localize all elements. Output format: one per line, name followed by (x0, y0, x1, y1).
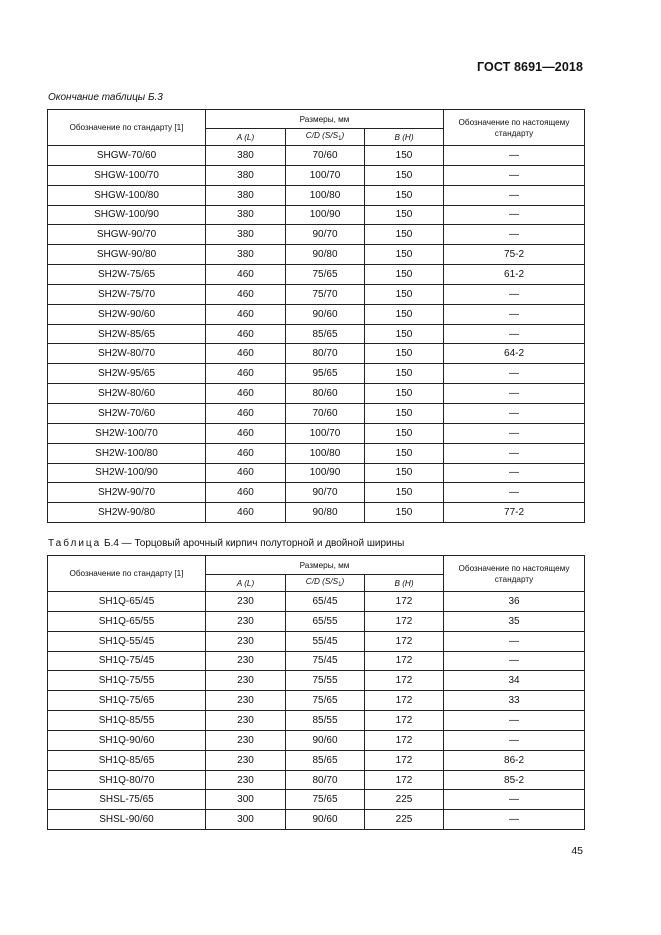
header-a: A (L) (206, 575, 286, 592)
c-d-cell: 80/70 (286, 344, 365, 364)
designation-std-cell: SHGW-100/80 (48, 185, 206, 205)
a-cell: 460 (206, 364, 286, 384)
designation-std-cell: SHGW-100/90 (48, 205, 206, 225)
designation-std-cell: SH2W-100/70 (48, 423, 206, 443)
table-row (48, 750, 585, 770)
designation-current-cell: — (444, 284, 585, 304)
designation-current-cell: — (444, 483, 585, 503)
c-d-cell: 95/65 (286, 364, 365, 384)
designation-std-cell: SH1Q-85/55 (48, 711, 206, 731)
table-row (48, 304, 585, 324)
a-cell: 230 (206, 750, 286, 770)
c-d-cell: 65/45 (286, 592, 365, 612)
designation-current-cell: — (444, 146, 585, 166)
c-d-cell: 100/70 (286, 423, 365, 443)
designation-current-cell: — (444, 225, 585, 245)
c-d-cell: 75/70 (286, 284, 365, 304)
b-cell: 150 (365, 324, 444, 344)
designation-std-cell: SHGW-90/70 (48, 225, 206, 245)
designation-std-cell: SH1Q-65/55 (48, 611, 206, 631)
a-cell: 380 (206, 165, 286, 185)
designation-current-cell: 75-2 (444, 245, 585, 265)
table-row (48, 245, 585, 265)
b-cell: 172 (365, 592, 444, 612)
c-d-cell: 100/90 (286, 205, 365, 225)
c-d-cell: 100/80 (286, 185, 365, 205)
b-cell: 172 (365, 611, 444, 631)
designation-current-cell: 86-2 (444, 750, 585, 770)
b-cell: 150 (365, 443, 444, 463)
b-cell: 150 (365, 344, 444, 364)
table-row (48, 324, 585, 344)
designation-current-cell: — (444, 364, 585, 384)
a-cell: 380 (206, 146, 286, 166)
b-cell: 172 (365, 711, 444, 731)
b-cell: 150 (365, 146, 444, 166)
a-cell: 230 (206, 671, 286, 691)
c-d-cell: 90/70 (286, 225, 365, 245)
a-cell: 460 (206, 384, 286, 404)
a-cell: 460 (206, 443, 286, 463)
designation-std-cell: SH1Q-75/55 (48, 671, 206, 691)
designation-current-cell: — (444, 423, 585, 443)
table-b4 (47, 555, 585, 830)
header-dimensions: Размеры, мм (206, 556, 444, 575)
designation-current-cell: 64-2 (444, 344, 585, 364)
designation-std-cell: SH2W-75/65 (48, 265, 206, 285)
table-b3-body (48, 146, 585, 523)
c-d-cell: 80/60 (286, 384, 365, 404)
table-row (48, 146, 585, 166)
designation-current-cell: — (444, 304, 585, 324)
c-d-cell: 55/45 (286, 631, 365, 651)
b-cell: 172 (365, 691, 444, 711)
table-row (48, 185, 585, 205)
designation-current-cell: — (444, 185, 585, 205)
b-cell: 150 (365, 463, 444, 483)
document-id: ГОСТ 8691—2018 (477, 60, 583, 74)
designation-std-cell: SHGW-90/80 (48, 245, 206, 265)
table-row (48, 403, 585, 423)
b-cell: 150 (365, 265, 444, 285)
a-cell: 230 (206, 631, 286, 651)
c-d-cell: 85/65 (286, 750, 365, 770)
a-cell: 300 (206, 790, 286, 810)
designation-std-cell: SH1Q-75/65 (48, 691, 206, 711)
c-d-cell: 90/60 (286, 304, 365, 324)
c-d-cell: 75/65 (286, 790, 365, 810)
designation-current-cell: — (444, 205, 585, 225)
designation-std-cell: SHSL-75/65 (48, 790, 206, 810)
table-row (48, 691, 585, 711)
header-dimensions: Размеры, мм (206, 110, 444, 129)
b-cell: 172 (365, 671, 444, 691)
designation-current-cell: — (444, 810, 585, 830)
designation-std-cell: SH1Q-90/60 (48, 730, 206, 750)
designation-current-cell: 33 (444, 691, 585, 711)
c-d-cell: 90/70 (286, 483, 365, 503)
b-cell: 150 (365, 185, 444, 205)
page-number: 45 (571, 845, 583, 857)
c-d-cell: 90/60 (286, 730, 365, 750)
c-d-cell: 70/60 (286, 146, 365, 166)
a-cell: 230 (206, 730, 286, 750)
a-cell: 460 (206, 265, 286, 285)
designation-std-cell: SH2W-80/60 (48, 384, 206, 404)
a-cell: 460 (206, 403, 286, 423)
designation-std-cell: SHGW-100/70 (48, 165, 206, 185)
b-cell: 172 (365, 730, 444, 750)
a-cell: 460 (206, 284, 286, 304)
designation-current-cell: — (444, 711, 585, 731)
designation-std-cell: SH1Q-65/45 (48, 592, 206, 612)
a-cell: 380 (206, 225, 286, 245)
table-row (48, 810, 585, 830)
a-cell: 460 (206, 423, 286, 443)
table-row (48, 225, 585, 245)
table-row (48, 463, 585, 483)
a-cell: 460 (206, 483, 286, 503)
b-cell: 172 (365, 770, 444, 790)
table-row (48, 344, 585, 364)
a-cell: 230 (206, 770, 286, 790)
a-cell: 230 (206, 611, 286, 631)
designation-std-cell: SHSL-90/60 (48, 810, 206, 830)
table-row (48, 364, 585, 384)
table-b4-caption-text: Б.4 — Торцовый арочный кирпич полуторной и двойной ширины (104, 538, 405, 549)
table-row (48, 711, 585, 731)
designation-std-cell: SH2W-80/70 (48, 344, 206, 364)
table-b3-caption: Окончание таблицы Б.3 (48, 92, 163, 103)
c-d-cell: 90/80 (286, 503, 365, 523)
a-cell: 460 (206, 463, 286, 483)
designation-std-cell: SH2W-90/80 (48, 503, 206, 523)
designation-current-cell: — (444, 384, 585, 404)
table-row (48, 423, 585, 443)
b-cell: 150 (365, 245, 444, 265)
designation-current-cell: — (444, 651, 585, 671)
table-row (48, 651, 585, 671)
b-cell: 150 (365, 423, 444, 443)
c-d-cell: 85/55 (286, 711, 365, 731)
designation-current-cell: — (444, 463, 585, 483)
designation-std-cell: SH1Q-85/65 (48, 750, 206, 770)
table-row (48, 165, 585, 185)
c-d-cell: 90/80 (286, 245, 365, 265)
table-row (48, 265, 585, 285)
table-row (48, 592, 585, 612)
designation-current-cell: 85-2 (444, 770, 585, 790)
designation-std-cell: SH2W-75/70 (48, 284, 206, 304)
b-cell: 225 (365, 790, 444, 810)
c-d-cell: 70/60 (286, 403, 365, 423)
b-cell: 172 (365, 750, 444, 770)
designation-std-cell: SH2W-100/80 (48, 443, 206, 463)
header-designation-current: Обозначение по настоящему стандарту (444, 556, 585, 592)
header-b: B (H) (365, 129, 444, 146)
c-d-cell: 75/45 (286, 651, 365, 671)
c-d-cell: 100/90 (286, 463, 365, 483)
a-cell: 300 (206, 810, 286, 830)
b-cell: 225 (365, 810, 444, 830)
table-row (48, 671, 585, 691)
table-row (48, 284, 585, 304)
designation-std-cell: SH2W-95/65 (48, 364, 206, 384)
b-cell: 150 (365, 304, 444, 324)
b-cell: 172 (365, 631, 444, 651)
header-designation-current: Обозначение по настоящему стандарту (444, 110, 585, 146)
c-d-cell: 75/65 (286, 691, 365, 711)
b-cell: 172 (365, 651, 444, 671)
designation-std-cell: SH2W-90/60 (48, 304, 206, 324)
table-row (48, 611, 585, 631)
c-d-cell: 75/55 (286, 671, 365, 691)
designation-std-cell: SHGW-70/60 (48, 146, 206, 166)
designation-current-cell: — (444, 730, 585, 750)
header-c-d: C/D $(S/S_1)$ (286, 575, 365, 592)
b-cell: 150 (365, 483, 444, 503)
designation-std-cell: SH1Q-75/45 (48, 651, 206, 671)
table-row (48, 384, 585, 404)
table-row (48, 483, 585, 503)
designation-current-cell: 35 (444, 611, 585, 631)
a-cell: 380 (206, 185, 286, 205)
table-row (48, 631, 585, 651)
b-cell: 150 (365, 165, 444, 185)
table-row (48, 443, 585, 463)
designation-current-cell: — (444, 443, 585, 463)
c-d-cell: 85/65 (286, 324, 365, 344)
c-d-cell: 80/70 (286, 770, 365, 790)
b-cell: 150 (365, 503, 444, 523)
c-d-cell: 65/55 (286, 611, 365, 631)
designation-std-cell: SH2W-90/70 (48, 483, 206, 503)
designation-current-cell: — (444, 165, 585, 185)
designation-current-cell: 36 (444, 592, 585, 612)
header-c-d: C/D $(S/S_1)$ (286, 129, 365, 146)
a-cell: 380 (206, 245, 286, 265)
a-cell: 230 (206, 592, 286, 612)
designation-std-cell: SH1Q-55/45 (48, 631, 206, 651)
designation-current-cell: — (444, 631, 585, 651)
b-cell: 150 (365, 384, 444, 404)
table-row (48, 503, 585, 523)
designation-current-cell: — (444, 403, 585, 423)
designation-std-cell: SH2W-100/90 (48, 463, 206, 483)
a-cell: 230 (206, 691, 286, 711)
designation-std-cell: SH2W-85/65 (48, 324, 206, 344)
table-b4-caption (48, 538, 404, 549)
c-d-cell: 75/65 (286, 265, 365, 285)
b-cell: 150 (365, 225, 444, 245)
table-row (48, 790, 585, 810)
c-d-cell: 100/80 (286, 443, 365, 463)
a-cell: 230 (206, 711, 286, 731)
header-designation-std: Обозначение по стандарту [1] (48, 556, 206, 592)
designation-current-cell: 34 (444, 671, 585, 691)
c-d-cell: 100/70 (286, 165, 365, 185)
designation-std-cell: SH1Q-80/70 (48, 770, 206, 790)
b-cell: 150 (365, 364, 444, 384)
table-b4-caption-label: Таблица (48, 538, 102, 549)
b-cell: 150 (365, 284, 444, 304)
a-cell: 380 (206, 205, 286, 225)
header-designation-std: Обозначение по стандарту [1] (48, 110, 206, 146)
header-a: A (L) (206, 129, 286, 146)
table-row (48, 730, 585, 750)
b-cell: 150 (365, 403, 444, 423)
a-cell: 460 (206, 503, 286, 523)
a-cell: 230 (206, 651, 286, 671)
a-cell: 460 (206, 344, 286, 364)
designation-current-cell: — (444, 790, 585, 810)
table-b4-body (48, 592, 585, 830)
a-cell: 460 (206, 324, 286, 344)
header-b: B (H) (365, 575, 444, 592)
table-row (48, 205, 585, 225)
designation-std-cell: SH2W-70/60 (48, 403, 206, 423)
table-row (48, 770, 585, 790)
b-cell: 150 (365, 205, 444, 225)
c-d-cell: 90/60 (286, 810, 365, 830)
designation-current-cell: 77-2 (444, 503, 585, 523)
table-b3 (47, 109, 585, 523)
designation-current-cell: 61-2 (444, 265, 585, 285)
designation-current-cell: — (444, 324, 585, 344)
a-cell: 460 (206, 304, 286, 324)
